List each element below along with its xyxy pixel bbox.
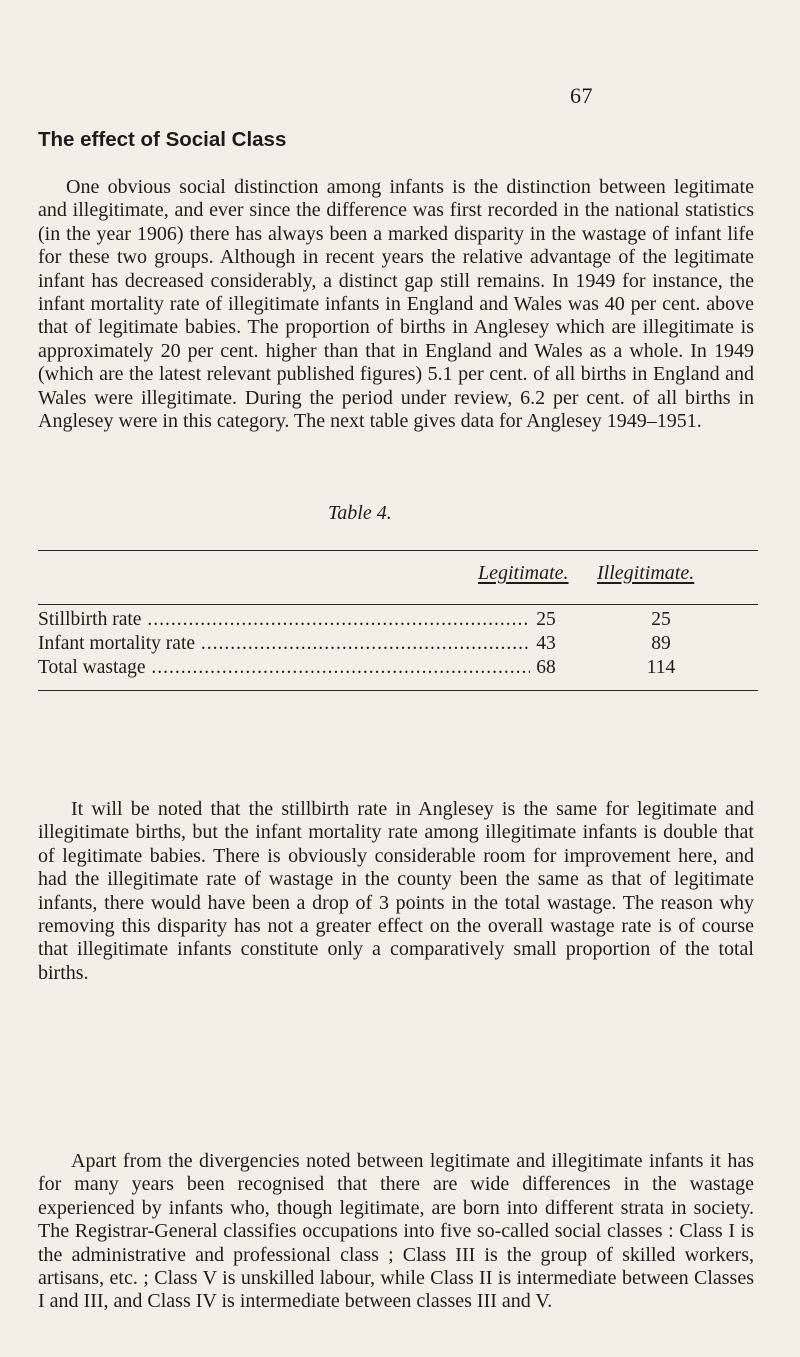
row-label: Infant mortality rate ..... [38, 633, 530, 655]
cell-illegitimate: 25 [651, 609, 671, 630]
cell-illegitimate: 89 [651, 633, 671, 654]
column-header-legitimate: Legitimate. [478, 562, 569, 584]
cell-illegitimate: 114 [646, 657, 676, 678]
paragraph-1: One obvious social distinction among infants is the distinction between legitimate and illegitimate, and ever since the difference was first recorded in the national statistics (in the year 1906) there has always been a marked disparity in the wastage of infant life for these two groups. Although in recent years the relative advantage of the legitimate infant has decreased considerably, a distinct gap still remains. In 1949 for instance, the infant mortality rate of illegitimate infants in England and Wales was 40 per cent. above that of legitimate babies. The proportion of births in Anglesey which are illegitimate is approximately 20 per cent. higher than that in England and Wales as a whole. In 1949 (which are the latest relevant published figures) 5.1 per cent. of all births in England and Wales were illegitimate. During the period under review, 6.2 per cent. of all births in Anglesey were in this category. The next table gives data for Anglesey 1949–1951. [38, 176, 754, 433]
cell-legitimate: 68 [536, 657, 556, 678]
paragraph-2: It will be noted that the stillbirth rate in Anglesey is the same for legitimate and illegitimate births, but the infant mortality rate among illegitimate infants is double that of legitimate babies. There is obviously considerable room for improvement here, and had the illegitimate rate of wastage in the county been the same as that of legitimate infants, there would have been a drop of 3 points in the total wastage. The reason why removing this disparity has not a greater effect on the overall wastage rate is of course that illegitimate infants constitute only a comparatively small proportion of the total births. [38, 798, 754, 984]
table-top-rule [38, 550, 758, 551]
column-header-illegitimate: Illegitimate. [597, 562, 695, 584]
table-row [38, 633, 758, 657]
cell-legitimate: 25 [536, 609, 556, 630]
section-heading: The effect of Social Class [38, 128, 287, 151]
table-caption: Table 4. [328, 502, 392, 524]
table-bottom-rule [38, 690, 758, 691]
row-label: Stillbirth rate ..... [38, 609, 530, 631]
cell-legitimate: 43 [536, 633, 556, 654]
row-label: Total wastage ..... [38, 657, 530, 679]
table-header-rule [38, 604, 758, 605]
table-row [38, 609, 758, 633]
page-number: 67 [570, 83, 593, 108]
paragraph-3: Apart from the divergencies noted between legitimate and illegitimate infants it has for many years been recognised that there are wide differences in the wastage experienced by infants who, though legitimate, are born into different strata in society. The Registrar-General classifies occupations into five so-called social classes : Class I is the administrative and professional class ; Class III is the group of skilled workers, artisans, etc. ; Class V is unskilled labour, while Class II is intermediate between Classes I and III, and Class IV is intermediate between classes III and V. [38, 1150, 754, 1313]
table-row [38, 657, 758, 681]
